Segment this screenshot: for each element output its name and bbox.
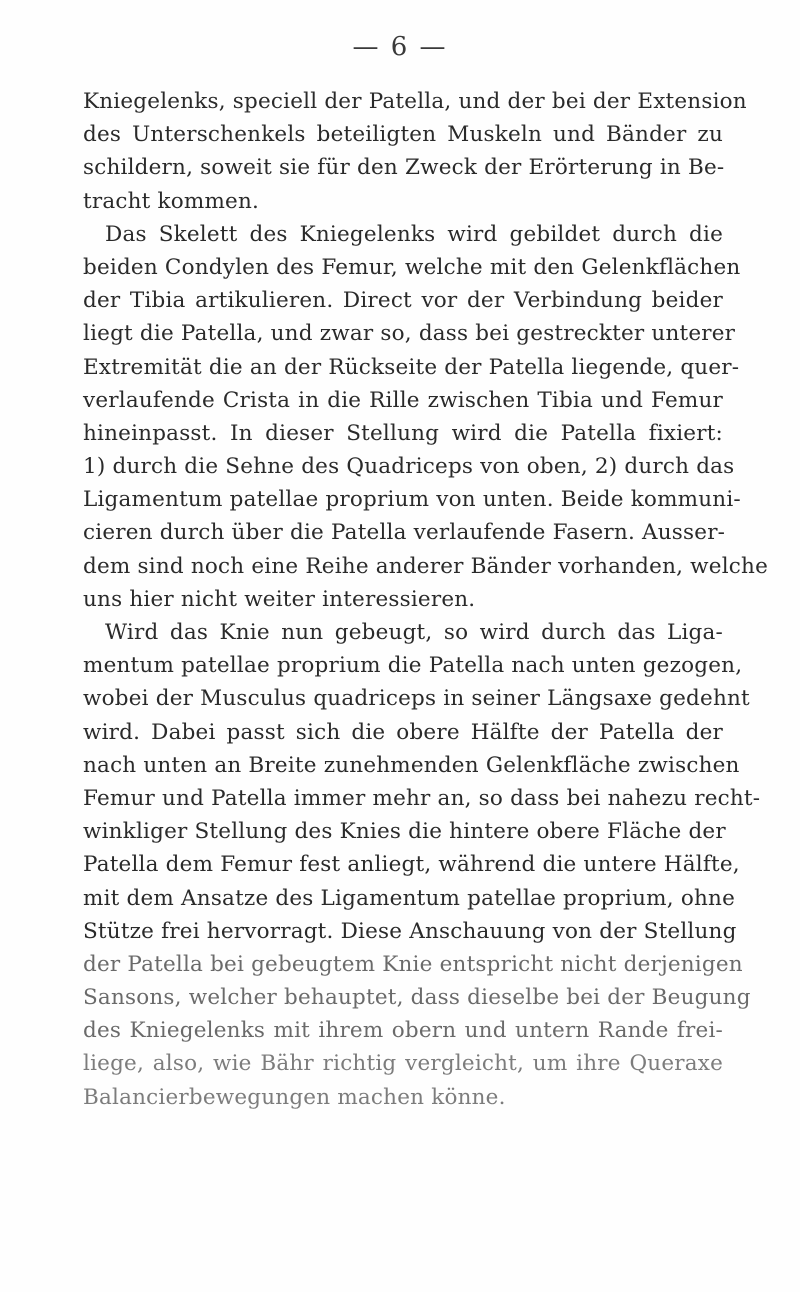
text-line: Extremität die an der Rückseite der Patella liegende, quer- (83, 354, 740, 380)
text-line: Wird das Knie nun gebeugt, so wird durch das Liga- (105, 620, 723, 645)
text-line: nach unten an Breite zunehmenden Gelenkfläche zwischen (83, 752, 740, 778)
text-line: Balancierbewegungen machen könne. (83, 1084, 506, 1110)
text-line: liegt die Patella, und zwar so, dass bei gestreckter unterer (83, 321, 736, 347)
text-line: uns hier nicht weiter interessieren. (83, 586, 476, 612)
text-line: beiden Condylen des Femur, welche mit den Gelenkflächen (83, 254, 741, 280)
text-line: verlaufende Crista in die Rille zwischen Tibia und Femur (83, 387, 723, 413)
text-line: Femur und Patella immer mehr an, so dass bei nahezu recht- (83, 785, 761, 811)
text-line: mit dem Ansatze des Ligamentum patellae proprium, ohne (83, 885, 735, 911)
text-line: winkliger Stellung des Knies die hintere obere Fläche der (83, 819, 726, 845)
text-line: tracht kommen. (83, 188, 260, 214)
page-number: — 6 — (352, 32, 448, 62)
text-line: mentum patellae proprium die Patella nach unten gezogen, (83, 653, 743, 679)
text-line: cieren durch über die Patella verlaufende Fasern. Ausser- (83, 520, 726, 546)
text-line: wobei der Musculus quadriceps in seiner Längsaxe gedehnt (83, 686, 750, 712)
text-line: Das Skelett des Kniegelenks wird gebildet durch die (105, 221, 723, 247)
text-line: Stütze frei hervorragt. Diese Anschauung von der Stellung (83, 918, 737, 944)
text-line: des Kniegelenks mit ihrem obern und untern Rande frei- (83, 1018, 723, 1044)
text-line: dem sind noch eine Reihe anderer Bänder vorhanden, welche (83, 553, 768, 579)
text-line: hineinpasst. In dieser Stellung wird die Patella fixiert: (83, 420, 723, 446)
text-line: des Unterschenkels beteiligten Muskeln und Bänder zu (83, 122, 723, 148)
text-line: Sansons, welcher behauptet, dass dieselbe bei der Beugung (83, 985, 751, 1011)
text-line: wird. Dabei passt sich die obere Hälfte der Patella der (83, 719, 723, 745)
text-line: der Patella bei gebeugtem Knie entspricht nicht derjenigen (83, 951, 743, 977)
text-line: Ligamentum patellae proprium von unten. Beide kommuni- (83, 487, 741, 513)
text-line: schildern, soweit sie für den Zweck der Erörterung in Be- (83, 155, 725, 181)
text-line: der Tibia artikulieren. Direct vor der Verbindung beider (83, 288, 723, 314)
body-text (83, 85, 768, 1114)
text-line: liege, also, wie Bähr richtig vergleicht, um ihre Queraxe (83, 1051, 723, 1077)
text-line: 1) durch die Sehne des Quadriceps von oben, 2) durch das (83, 454, 735, 480)
text-line: Kniegelenks, speciell der Patella, und der bei der Extension (83, 89, 747, 114)
text-line: Patella dem Femur fest anliegt, während die untere Hälfte, (83, 852, 740, 878)
